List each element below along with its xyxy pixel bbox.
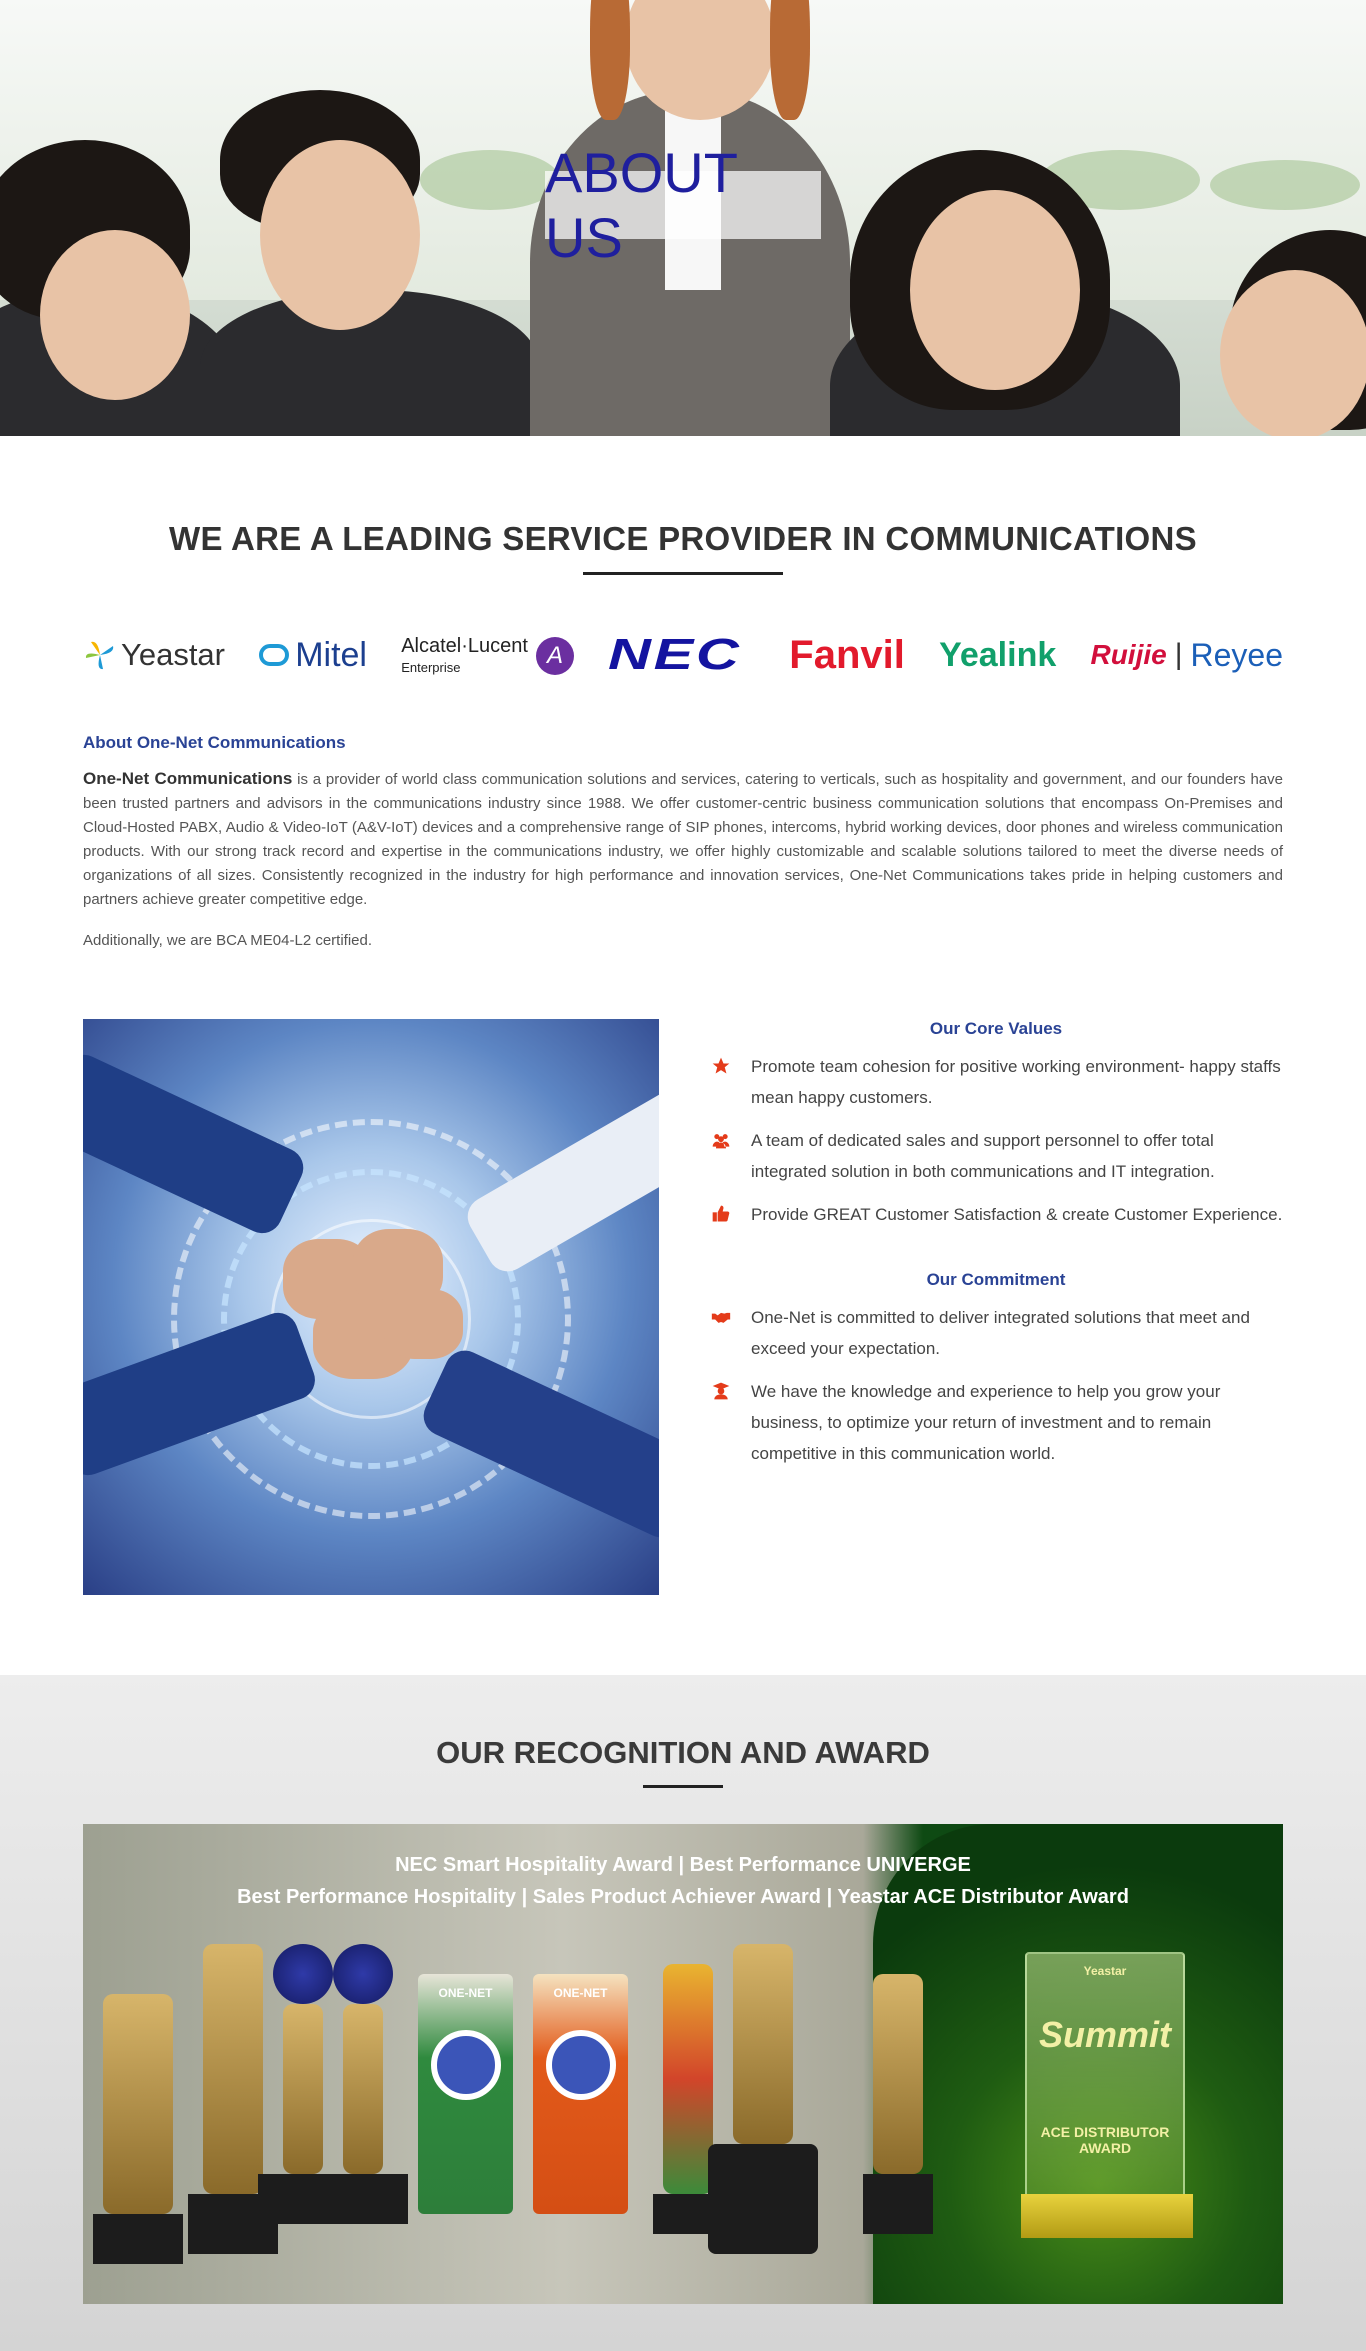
awards-underline bbox=[643, 1785, 723, 1788]
graduate-icon bbox=[710, 1380, 732, 1402]
logo-fanvil: Fanvil bbox=[789, 632, 905, 677]
handshake-icon bbox=[710, 1306, 732, 1328]
yeastar-crystal-award bbox=[1025, 1952, 1185, 2212]
core-values-list bbox=[709, 1051, 1283, 1230]
commitment-list bbox=[709, 1302, 1283, 1469]
trophy bbox=[333, 1944, 408, 2224]
logo-ruijie bbox=[1090, 637, 1283, 674]
logo-alcatel-text: Alcatel·Lucent bbox=[401, 635, 528, 657]
logo-separator: | bbox=[1174, 638, 1183, 671]
logo-yeastar-text: Yeastar bbox=[121, 637, 225, 672]
hero-banner bbox=[0, 0, 1366, 436]
yeastar-mark-icon bbox=[83, 638, 117, 672]
list-item bbox=[709, 1376, 1283, 1469]
values-text bbox=[659, 1019, 1283, 1595]
awards-heading: OUR RECOGNITION AND AWARD bbox=[436, 1735, 930, 1770]
logo-reyee-text: Reyee bbox=[1190, 636, 1283, 673]
alcatel-mark-icon: A bbox=[536, 637, 574, 675]
logo-nec: NEC bbox=[608, 630, 742, 679]
crystal-brand: Yeastar bbox=[1083, 1964, 1127, 1978]
core-value-text: Promote team cohesion for positive working environment- happy staffs mean happy customers. bbox=[751, 1057, 1281, 1107]
users-icon bbox=[710, 1129, 732, 1151]
logo-alcatel-sub: Enterprise bbox=[401, 660, 461, 675]
trophy bbox=[733, 1944, 818, 2254]
crystal-base bbox=[1021, 2194, 1193, 2238]
page-title: ABOUT US bbox=[545, 171, 821, 239]
about-body: is a provider of world class communication solutions and services, catering to verticals, such as hospitality and government, and our founders have been trusted partners and advisors in the communications industry since 1988. We offer customer-centric business communication solutions that encompass On-Premises and Cloud-Hosted PABX, Audio & Video-IoT (A&V-IoT) devices and a comprehensive range of SIP phones, intercoms, hybrid working devices, door phones and wireless communication products. With our strong track record and expertise in the communications industry, we offer highly customizable and scalable solutions tailored to meet the diverse needs of organizations of all sizes. Consistently recognized in the industry for high performance and innovation services, One-Net Communications takes pride in helping customers and partners achieve greater competitive edge. bbox=[83, 771, 1283, 908]
logo-yeastar bbox=[83, 637, 225, 673]
core-values-heading: Our Core Values bbox=[929, 1019, 1063, 1038]
award-plaque bbox=[418, 1974, 513, 2214]
heading-underline bbox=[583, 572, 783, 575]
about-cert: Additionally, we are BCA ME04-L2 certified. bbox=[83, 932, 373, 949]
logo-mitel-text: Mitel bbox=[295, 635, 367, 674]
core-value-text: A team of dedicated sales and support personnel to offer total integrated solution in both communications and IT integration. bbox=[751, 1131, 1215, 1181]
thumbs-up-icon bbox=[710, 1203, 732, 1225]
crystal-award: ACE DISTRIBUTOR AWARD bbox=[1040, 2124, 1170, 2156]
mitel-mark-icon bbox=[259, 644, 289, 666]
about-text bbox=[83, 767, 1283, 912]
section-heading: WE ARE A LEADING SERVICE PROVIDER IN COMMUNICATIONS bbox=[169, 520, 1197, 557]
commitment-heading: Our Commitment bbox=[926, 1270, 1066, 1289]
crystal-title: Summit bbox=[1038, 2014, 1171, 2055]
awards-banner-line2: Best Performance Hospitality | Sales Product Achiever Award | Yeastar ACE Distributor Award bbox=[237, 1886, 1129, 1908]
tree bbox=[1210, 160, 1360, 210]
arm bbox=[83, 1048, 310, 1239]
logo-mitel bbox=[259, 636, 367, 675]
core-value-text: Provide GREAT Customer Satisfaction & create Customer Experience. bbox=[751, 1205, 1283, 1224]
partner-logos bbox=[83, 627, 1283, 683]
about-section bbox=[0, 520, 1366, 949]
logo-ruijie-text: Ruijie bbox=[1090, 639, 1167, 670]
values-section bbox=[0, 1019, 1366, 1595]
about-title: About One-Net Communications bbox=[83, 733, 346, 752]
fist bbox=[383, 1289, 463, 1359]
award-plaque-label: ONE-NET bbox=[553, 1986, 608, 2000]
award-plaque-label: ONE-NET bbox=[438, 1986, 493, 2000]
trophy bbox=[873, 1974, 933, 2234]
trophy bbox=[103, 1994, 183, 2264]
awards-banner-line1: NEC Smart Hospitality Award | Best Performance UNIVERGE bbox=[395, 1854, 971, 1876]
list-item bbox=[709, 1051, 1283, 1113]
about-company: One-Net Communications bbox=[83, 769, 293, 788]
list-item bbox=[709, 1302, 1283, 1364]
awards-section bbox=[0, 1675, 1366, 2351]
commitment-text: We have the knowledge and experience to help you grow your business, to optimize your return of investment and to remain competitive in this communication world. bbox=[751, 1382, 1221, 1463]
logo-alcatel bbox=[401, 635, 574, 675]
teamwork-image bbox=[83, 1019, 659, 1595]
award-plaque bbox=[533, 1974, 628, 2214]
logo-yealink: Yealink bbox=[939, 635, 1057, 674]
list-item bbox=[709, 1199, 1283, 1230]
list-item bbox=[709, 1125, 1283, 1187]
star-icon bbox=[710, 1055, 732, 1077]
commitment-text: One-Net is committed to deliver integrated solutions that meet and exceed your expectation. bbox=[751, 1308, 1250, 1358]
awards-banner bbox=[83, 1824, 1283, 2304]
